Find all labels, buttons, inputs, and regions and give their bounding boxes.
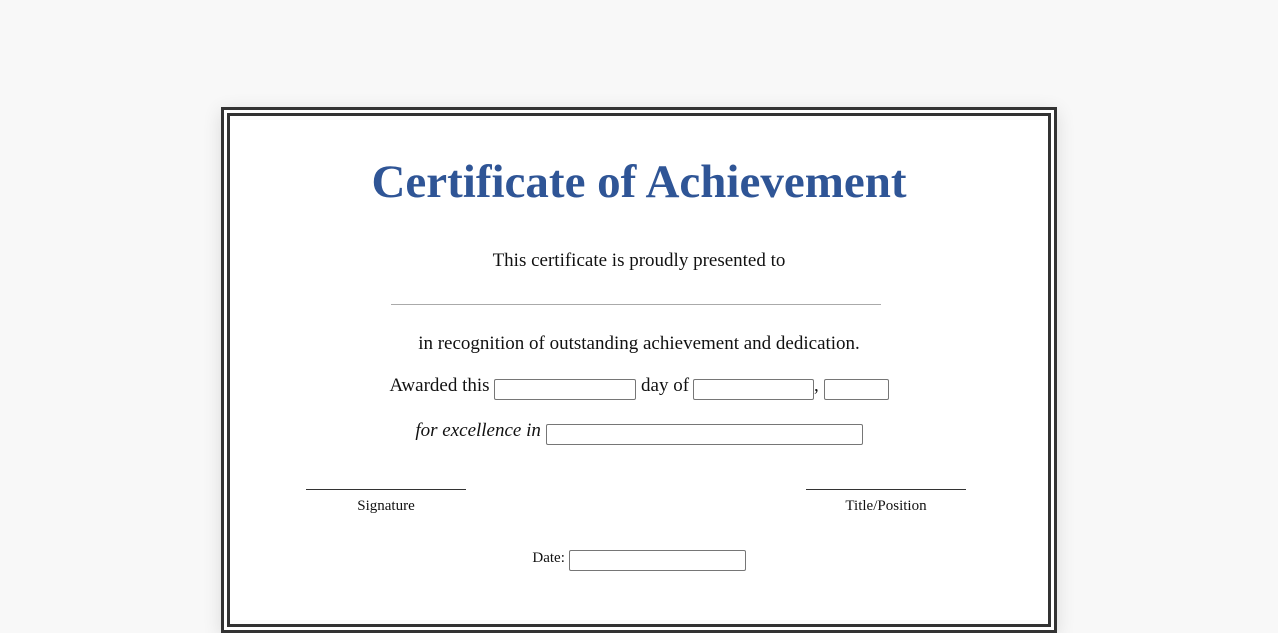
awarded-middle-text: day of [641,375,690,396]
awarded-prefix: Awarded this [389,375,490,396]
date-input[interactable] [569,550,746,571]
title-position-label: Title/Position [845,498,927,514]
awarded-row [224,374,1054,400]
certificate-title: Certificate of Achievement [371,156,907,208]
awarded-separator: , [814,375,819,396]
excellence-label: for excellence in [415,420,541,441]
presented-text: This certificate is proudly presented to [492,250,786,271]
recipient-name-line[interactable] [391,304,881,305]
awarded-day-input[interactable] [494,379,636,400]
awarded-year-input[interactable] [824,379,889,400]
signature-label: Signature [357,498,415,514]
signature-block [306,489,466,515]
title-position-line [806,489,966,490]
excellence-input[interactable] [546,424,863,445]
date-label: Date: [532,550,565,566]
certificate [221,107,1057,633]
title-position-block [806,489,966,515]
awarded-month-input[interactable] [693,379,814,400]
date-row [224,548,1054,571]
excellence-row [224,419,1054,445]
recognition-text: in recognition of outstanding achievement and dedication. [418,333,860,354]
signature-line [306,489,466,490]
